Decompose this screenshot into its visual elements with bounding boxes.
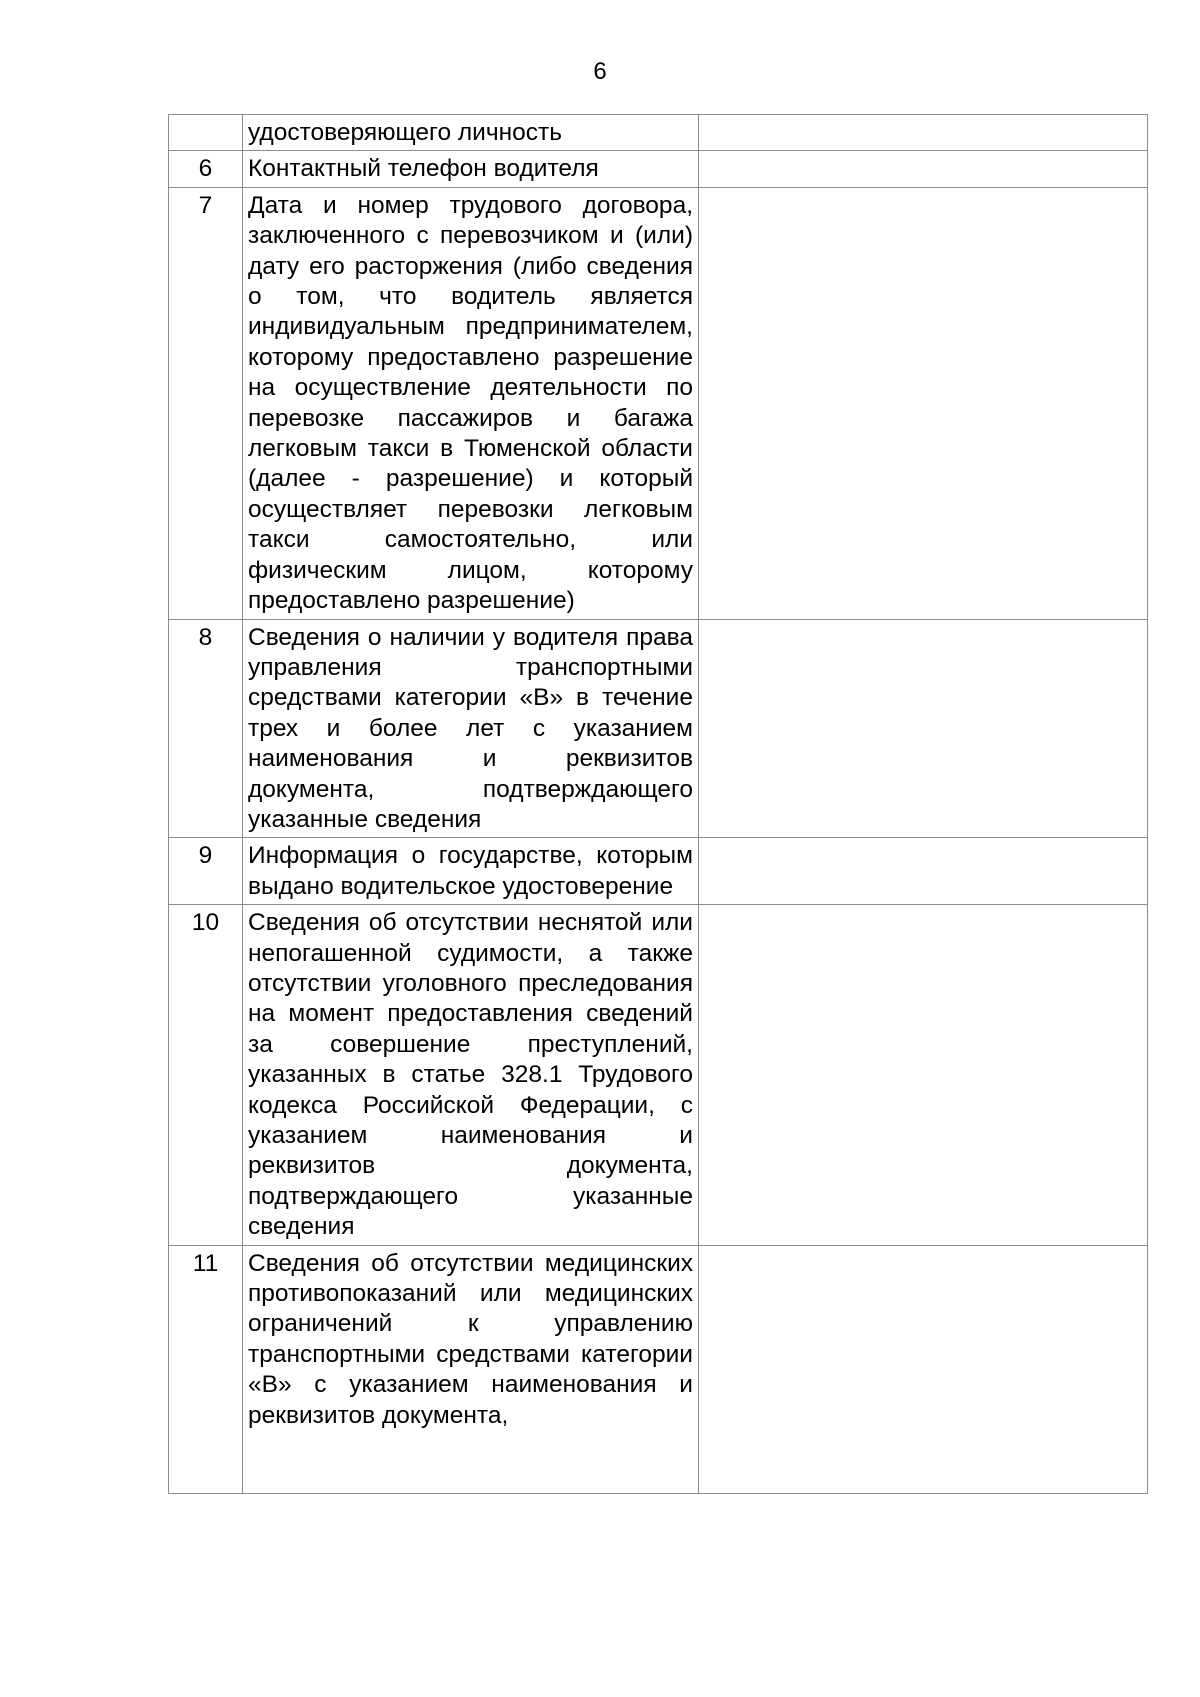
row-number (169, 115, 243, 151)
table-row (169, 151, 1148, 187)
row-number: 10 (169, 905, 243, 1245)
row-description: Сведения об отсутствии медицинских противопоказаний или медицинских ограничений к управлению транспортными средствами категории «В» с указанием наименования и реквизитов документа, (243, 1245, 699, 1493)
row-description: Информация о государстве, которым выдано водительское удостоверение (243, 838, 699, 905)
row-description: Сведения о наличии у водителя права управления транспортными средствами категории «В» в течение трех и более лет с указанием наименования и реквизитов документа, подтверждающего указанные сведения (243, 619, 699, 838)
table-row (169, 838, 1148, 905)
row-description: удостоверяющего личность (243, 115, 699, 151)
row-value (699, 151, 1148, 187)
row-value (699, 905, 1148, 1245)
table-row (169, 1245, 1148, 1493)
table-row (169, 905, 1148, 1245)
row-number: 9 (169, 838, 243, 905)
row-description: Контактный телефон водителя (243, 151, 699, 187)
row-value (699, 619, 1148, 838)
row-value (699, 187, 1148, 619)
row-description: Сведения об отсутствии неснятой или непогашенной судимости, а также отсутствии уголовного преследования на момент предоставления сведений за совершение преступлений, указанных в статье 328.1 Трудового кодекса Российской Федерации, с указанием наименования и реквизитов документа, подтверждающего указанные сведения (243, 905, 699, 1245)
driver-info-table (168, 114, 1148, 1494)
row-number: 11 (169, 1245, 243, 1493)
row-description: Дата и номер трудового договора, заключенного с перевозчиком и (или) дату его расторжения (либо сведения о том, что водитель является индивидуальным предпринимателем, которому предоставлено разрешение на осуществление деятельности по перевозке пассажиров и багажа легковым такси в Тюменской области (далее - разрешение) и который осуществляет перевозки легковым такси самостоятельно, или физическим лицом, которому предоставлено разрешение) (243, 187, 699, 619)
row-number: 7 (169, 187, 243, 619)
row-number: 8 (169, 619, 243, 838)
row-number: 6 (169, 151, 243, 187)
table-row (169, 115, 1148, 151)
row-value (699, 1245, 1148, 1493)
table-row (169, 187, 1148, 619)
row-value (699, 115, 1148, 151)
page-number: 6 (593, 58, 607, 85)
table-row (169, 619, 1148, 838)
row-value (699, 838, 1148, 905)
